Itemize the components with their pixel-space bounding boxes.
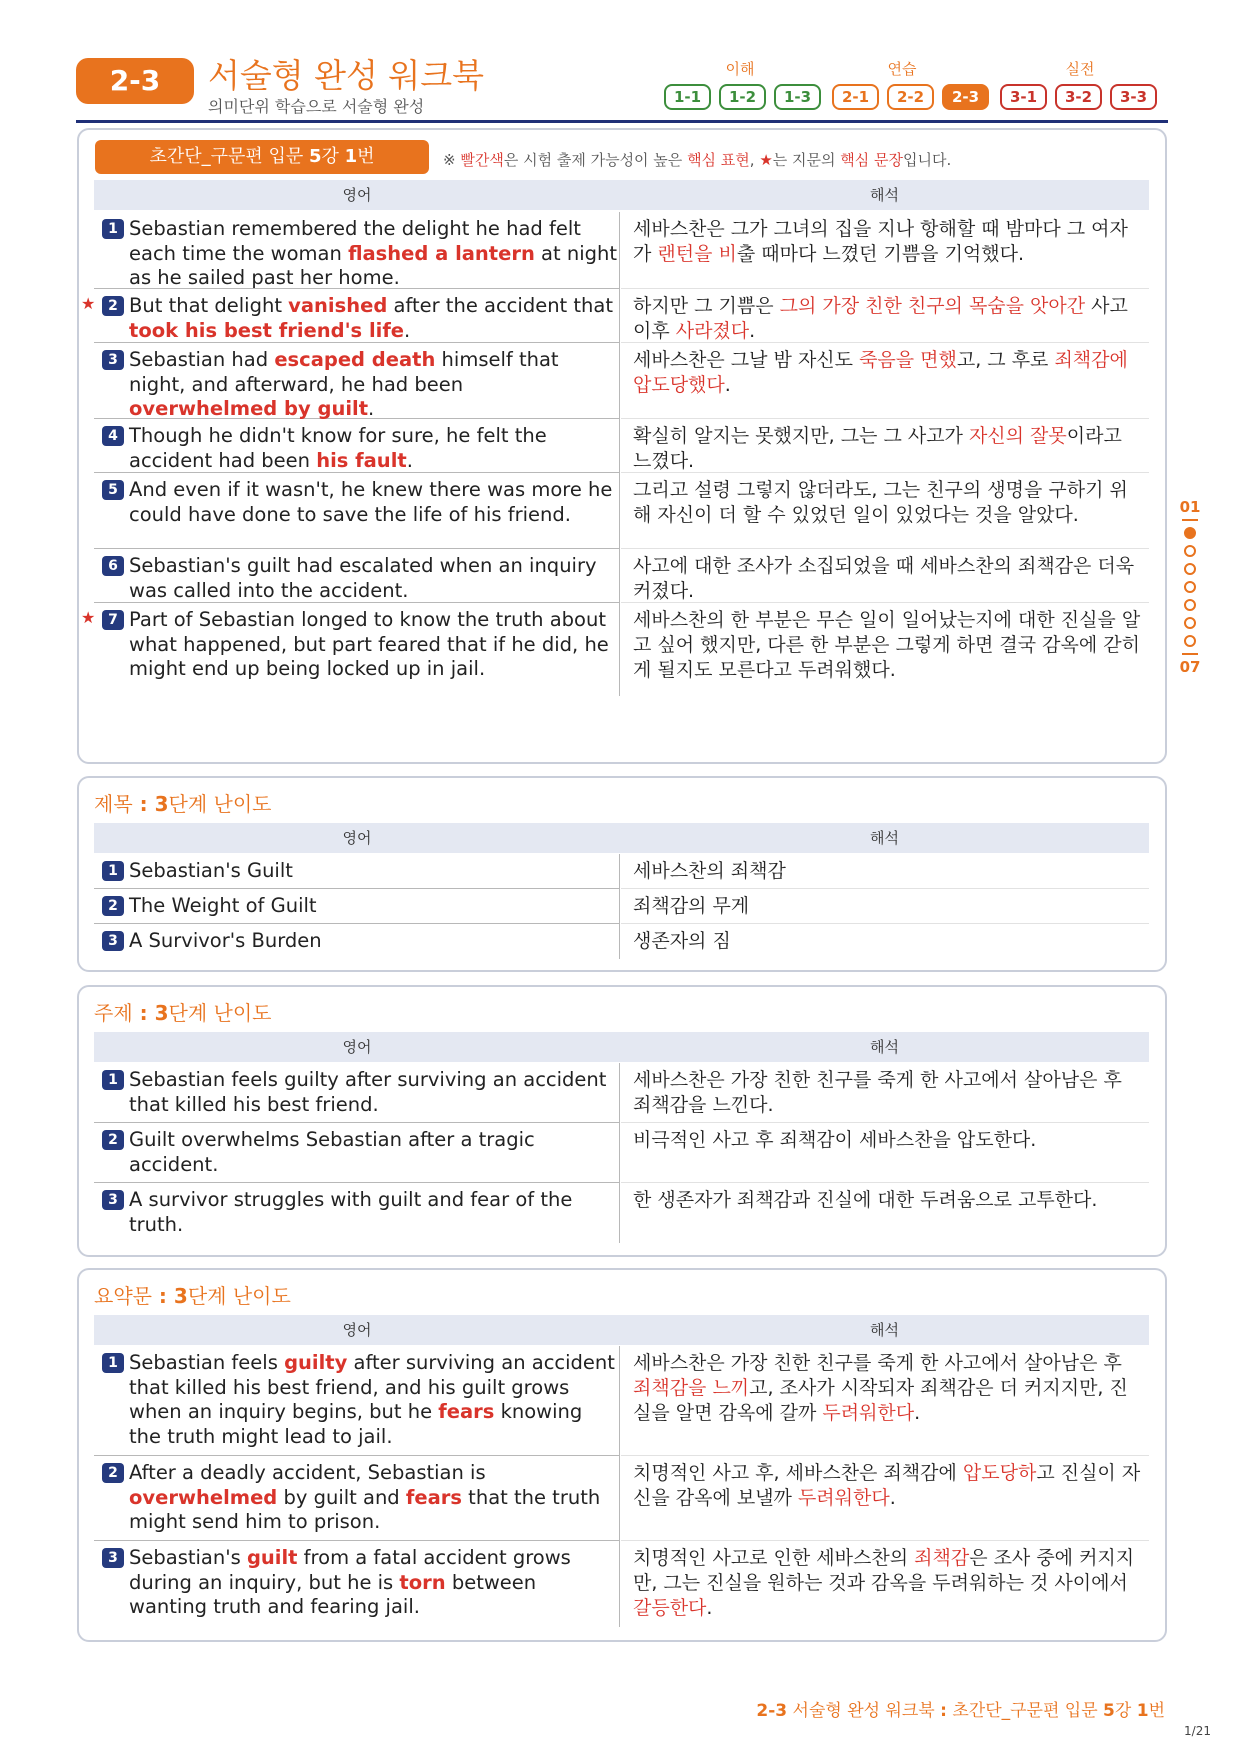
- english-cell: [94, 343, 620, 419]
- lesson-tag: 초간단_구문편 입문 5강 1번: [95, 140, 429, 174]
- text-segment: Guilt overwhelms Sebastian after a tragic accident.: [129, 1128, 535, 1176]
- text-segment: 그리고 설령 그렇지 않더라도, 그는 친구의 생명을 구하기 위해 자신이 더 할 수 있었던 일이 있었다는 것을 알았다.: [633, 479, 1128, 526]
- english-sentence: [129, 348, 617, 422]
- english-sentence: [129, 1546, 617, 1620]
- legend-note: ※ 빨간색은 시험 출제 가능성이 높은 핵심 표현, ★는 지문의 핵심 문장입니다.: [443, 151, 952, 169]
- key-sentence-star-icon: ★: [81, 608, 96, 627]
- korean-cell: [621, 1183, 1149, 1243]
- pager-line-top: [1182, 519, 1198, 521]
- key-expression: 사라졌다: [675, 320, 750, 342]
- korean-translation: [633, 1128, 1143, 1153]
- pager-dot[interactable]: [1184, 599, 1196, 611]
- text-segment: A survivor struggles with guilt and fear of the truth.: [129, 1188, 573, 1236]
- key-expression: fears: [438, 1400, 495, 1423]
- text-segment: 세바스찬은 그가 그녀의 집을 지나 항해할 때 밤마다 그 여자가: [633, 218, 1128, 265]
- row-number-badge: 7: [102, 610, 124, 630]
- key-expression: 죄책감: [914, 1547, 970, 1569]
- english-cell: [94, 549, 620, 603]
- english-sentence: [129, 929, 617, 954]
- text-segment: Though he didn't know for sure, he felt the accident had been: [129, 424, 547, 472]
- key-expression: 압도당하: [962, 1462, 1037, 1484]
- key-expression: 죄책감에 압도당했다: [633, 349, 1128, 396]
- english-cell: [94, 212, 620, 289]
- text-segment: 이라고 느꼈다.: [633, 425, 1122, 472]
- text-segment: 치명적인 사고 후, 세바스찬은 죄책감에: [633, 1462, 963, 1484]
- korean-translation: [633, 554, 1143, 604]
- korean-cell: [621, 1123, 1149, 1183]
- text-segment: But that delight: [129, 294, 289, 317]
- english-cell: [94, 924, 620, 959]
- text-segment: 출 때마다 느꼈던 기쁨을 기억했다.: [736, 243, 1025, 265]
- step-3-3[interactable]: 3-3: [1110, 84, 1157, 110]
- english-cell: [81, 603, 620, 696]
- korean-translation: [633, 478, 1143, 528]
- column-header-korean: 해석: [870, 186, 899, 204]
- row-number-badge: 2: [102, 1130, 124, 1150]
- text-segment: 세바스찬은 그날 밤 자신도: [633, 349, 860, 371]
- row-number-badge: 2: [102, 896, 124, 916]
- text-segment: Sebastian's guilt had escalated when an inquiry was called into the accident.: [129, 554, 597, 602]
- table-row: [94, 473, 1149, 549]
- row-number-badge: 3: [102, 1548, 124, 1568]
- key-expression: 죄책감을 느끼: [633, 1377, 750, 1399]
- english-cell: [94, 1541, 620, 1627]
- column-header-english: 영어: [342, 829, 372, 847]
- section-title: 요약문 : 3단계 난이도: [94, 1284, 291, 1308]
- korean-translation: [633, 1546, 1143, 1621]
- text-segment: 확실히 알지는 못했지만, 그는 그 사고가: [633, 425, 969, 447]
- step-2-2[interactable]: 2-2: [887, 84, 934, 110]
- text-segment: .: [404, 318, 411, 342]
- english-cell: [94, 1346, 620, 1456]
- english-sentence: [129, 554, 617, 603]
- korean-translation: [633, 1068, 1143, 1118]
- text-segment: from a fatal accident grows during an inquiry, but he is: [129, 1546, 571, 1594]
- row-number-badge: 5: [102, 480, 124, 500]
- key-sentence-star-icon: ★: [81, 294, 96, 313]
- table-row: [94, 1183, 1149, 1243]
- korean-translation: [633, 859, 1143, 884]
- key-expression: overwhelmed: [129, 1485, 278, 1509]
- korean-cell: [621, 1456, 1149, 1541]
- korean-translation: [633, 424, 1143, 474]
- korean-cell: [621, 1063, 1149, 1123]
- korean-cell: [621, 924, 1149, 959]
- text-segment: 세바스찬은 가장 친한 친구를 죽게 한 사고에서 살아남은 후: [633, 1352, 1122, 1374]
- step-3-1[interactable]: 3-1: [1000, 84, 1047, 110]
- key-expression: torn: [399, 1570, 446, 1594]
- row-number-badge: 2: [102, 296, 124, 316]
- korean-cell: [621, 603, 1149, 696]
- table-row: [81, 289, 1149, 343]
- step-2-3[interactable]: 2-3: [942, 84, 989, 110]
- text-segment: .: [706, 1597, 713, 1619]
- text-segment: 한 생존자가 죄책감과 진실에 대한 두려움으로 고투한다.: [633, 1189, 1098, 1211]
- text-segment: Sebastian's Guilt: [129, 859, 293, 882]
- text-segment: at night as he sailed past her home.: [129, 241, 618, 289]
- row-number-badge: 3: [102, 1190, 124, 1210]
- section-title: 제목 : 3단계 난이도: [94, 792, 272, 816]
- english-sentence: [129, 859, 617, 884]
- column-header-english: 영어: [342, 1038, 372, 1056]
- column-header-english: 영어: [342, 1321, 372, 1339]
- column-header-korean: 해석: [870, 1321, 899, 1339]
- text-segment: .: [368, 397, 375, 420]
- korean-cell: [621, 1346, 1149, 1456]
- title-section: [77, 776, 1167, 972]
- table-header: [94, 1315, 1149, 1345]
- pager-dot[interactable]: [1184, 617, 1196, 629]
- english-sentence: [129, 1128, 617, 1177]
- korean-translation: [633, 894, 1143, 919]
- key-expression: 두려워한다: [822, 1402, 915, 1424]
- english-sentence: [129, 1351, 617, 1449]
- text-segment: by guilt and: [277, 1485, 406, 1509]
- table-row: [94, 343, 1149, 419]
- table-row: [94, 1456, 1149, 1541]
- table-row: [94, 212, 1149, 289]
- pager-dot[interactable]: [1184, 545, 1196, 557]
- text-segment: .: [889, 1487, 896, 1509]
- text-segment: And even if it wasn't, he knew there was more he could have done to save the life of his friend.: [129, 478, 613, 526]
- text-segment: after the accident that: [387, 294, 613, 317]
- table-row: [94, 549, 1149, 603]
- english-sentence: [129, 1068, 617, 1117]
- text-segment: that the truth might send him to prison.: [129, 1485, 601, 1533]
- text-segment: .: [749, 320, 756, 342]
- row-number-badge: 6: [102, 556, 124, 576]
- english-cell: [94, 1183, 620, 1243]
- text-segment: 은 조사 중에 커지지만, 그는 진실을 원하는 것과 감옥을 두려워하는 것 사이에서: [633, 1547, 1135, 1594]
- korean-cell: [621, 289, 1149, 343]
- english-cell: [94, 1123, 620, 1183]
- text-segment: 고 진실이 자신을 감옥에 보낼까: [633, 1462, 1141, 1509]
- text-segment: A Survivor's Burden: [129, 929, 322, 952]
- english-cell: [81, 289, 620, 343]
- group-label-practice: 연습: [887, 60, 917, 78]
- pager-dot[interactable]: [1184, 527, 1196, 539]
- row-number-badge: 1: [102, 1353, 124, 1373]
- text-segment: After a deadly accident, Sebastian is: [129, 1461, 486, 1484]
- text-segment: 세바스찬의 죄책감: [633, 860, 786, 882]
- korean-translation: [633, 608, 1143, 683]
- text-segment: 죄책감의 무게: [633, 895, 750, 917]
- text-segment: between wanting truth and fearing jail.: [129, 1570, 537, 1618]
- text-segment: after surviving an accident that killed his best friend, and his guilt grows when an inquiry begins, but he: [129, 1351, 615, 1423]
- text-segment: 치명적인 사고로 인한 세바스찬의: [633, 1547, 915, 1569]
- korean-translation: [633, 1461, 1143, 1511]
- text-segment: 세바스찬은 가장 친한 친구를 죽게 한 사고에서 살아남은 후 죄책감을 느낀다.: [633, 1069, 1122, 1116]
- pager-start: 01: [1179, 498, 1201, 516]
- header-divider: [76, 120, 1168, 123]
- summary-section: [77, 1268, 1167, 1642]
- step-1-2[interactable]: 1-2: [719, 84, 766, 110]
- table-row: [81, 603, 1149, 696]
- table-row: [94, 1346, 1149, 1456]
- table-row: [94, 419, 1149, 473]
- english-sentence: [129, 478, 617, 527]
- group-label-real: 실전: [1065, 60, 1095, 78]
- group-label-understand: 이해: [725, 60, 755, 78]
- korean-translation: [633, 1188, 1143, 1213]
- pager-end: 07: [1179, 658, 1201, 676]
- step-3-2[interactable]: 3-2: [1055, 84, 1102, 110]
- text-segment: .: [406, 448, 413, 472]
- text-segment: Sebastian had: [129, 348, 275, 371]
- step-2-1[interactable]: 2-1: [832, 84, 879, 110]
- english-sentence: [129, 608, 617, 682]
- text-segment: 생존자의 짐: [633, 930, 731, 952]
- text-segment: 사고에 대한 조사가 소집되었을 때 세바스찬의 죄책감은 더욱 커졌다.: [633, 555, 1135, 602]
- korean-translation: [633, 348, 1143, 398]
- key-expression: overwhelmed by guilt: [129, 397, 369, 420]
- text-segment: Sebastian's: [129, 1546, 247, 1569]
- row-number-badge: 1: [102, 1070, 124, 1090]
- column-header-korean: 해석: [870, 829, 899, 847]
- english-sentence: [129, 294, 617, 343]
- step-1-3[interactable]: 1-3: [774, 84, 821, 110]
- key-expression: his fault: [316, 448, 407, 472]
- korean-translation: [633, 1351, 1143, 1426]
- pager-dot[interactable]: [1184, 635, 1196, 647]
- page-subtitle: 의미단위 학습으로 서술형 완성: [208, 97, 425, 116]
- text-segment: Part of Sebastian longed to know the truth about what happened, but part feared that if he did, he might end up being locked up in jail.: [129, 608, 609, 680]
- english-cell: [94, 1456, 620, 1541]
- text-segment: 비극적인 사고 후 죄책감이 세바스찬을 압도한다.: [633, 1129, 1037, 1151]
- korean-cell: [621, 889, 1149, 924]
- korean-cell: [621, 854, 1149, 889]
- text-segment: 고, 그 후로: [956, 349, 1055, 371]
- english-sentence: [129, 424, 617, 473]
- key-expression: took his best friend's life: [129, 318, 405, 342]
- row-number-badge: 1: [102, 219, 124, 239]
- text-segment: .: [914, 1402, 921, 1424]
- pager-dot[interactable]: [1184, 581, 1196, 593]
- text-segment: 고, 조사가 시작되자 죄책감은 더 커지지만, 진실을 알면 감옥에 갈까: [633, 1377, 1128, 1424]
- step-1-1[interactable]: 1-1: [664, 84, 711, 110]
- table-row: [94, 889, 1149, 924]
- key-expression: flashed a lantern: [348, 241, 535, 265]
- english-cell: [94, 889, 620, 924]
- text-segment: knowing the truth might lead to jail.: [129, 1400, 583, 1448]
- key-expression: 두려워한다: [797, 1487, 890, 1509]
- english-sentence: [129, 894, 617, 919]
- key-expression: vanished: [288, 294, 388, 317]
- korean-cell: [621, 549, 1149, 603]
- page-number: 1/21: [1184, 1724, 1211, 1738]
- table-row: [94, 924, 1149, 959]
- text-segment: The Weight of Guilt: [129, 894, 317, 917]
- footer: 2-3 서술형 완성 워크북 : 초간단_구문편 입문 5강 1번: [756, 1701, 1165, 1721]
- text-segment: 세바스찬의 한 부분은 무슨 일이 일어났는지에 대한 진실을 알고 싶어 했지만, 다른 한 부분은 그렇게 하면 결국 감옥에 갇히게 될지도 모른다고 두려워했다.: [633, 609, 1141, 681]
- key-expression: fears: [405, 1485, 462, 1509]
- text-segment: 사고 이후: [633, 295, 1128, 342]
- korean-cell: [621, 1541, 1149, 1627]
- table-row: [94, 1063, 1149, 1123]
- passage-section: [77, 128, 1167, 764]
- key-expression: guilt: [246, 1546, 298, 1569]
- korean-cell: [621, 212, 1149, 289]
- english-cell: [94, 1063, 620, 1123]
- section-title: 주제 : 3단계 난이도: [94, 1001, 272, 1025]
- text-segment: 하지만 그 기쁨은: [633, 295, 780, 317]
- key-expression: 자신의 잘못: [968, 425, 1067, 447]
- workbook-code-badge: 2-3: [76, 58, 194, 104]
- key-expression: 그의 가장 친한 친구의 목숨을 앗아간: [779, 295, 1086, 317]
- column-header-english: 영어: [342, 186, 372, 204]
- table-header: [94, 1032, 1149, 1062]
- table-row: [94, 854, 1149, 889]
- row-number-badge: 4: [102, 426, 124, 446]
- key-expression: 갈등한다: [633, 1597, 707, 1619]
- table-header: [94, 823, 1149, 853]
- passage-pager: [1177, 498, 1203, 676]
- text-segment: himself that night, and afterward, he had been: [129, 348, 559, 396]
- text-segment: .: [724, 374, 731, 396]
- pager-dot[interactable]: [1184, 563, 1196, 575]
- column-header-korean: 해석: [870, 1038, 899, 1056]
- row-number-badge: 2: [102, 1463, 124, 1483]
- english-sentence: [129, 1188, 617, 1237]
- key-expression: 죽음을 면했: [859, 349, 957, 371]
- page-title: 서술형 완성 워크북: [208, 56, 485, 95]
- row-number-badge: 3: [102, 931, 124, 951]
- table-header: [94, 180, 1149, 210]
- english-sentence: [129, 217, 617, 291]
- korean-translation: [633, 294, 1143, 344]
- key-expression: escaped death: [274, 348, 436, 371]
- row-number-badge: 1: [102, 861, 124, 881]
- english-cell: [94, 473, 620, 549]
- english-cell: [94, 854, 620, 889]
- theme-section: [77, 985, 1167, 1257]
- text-segment: Sebastian remembered the delight he had felt each time the woman: [129, 217, 581, 265]
- key-expression: guilty: [284, 1351, 348, 1374]
- english-sentence: [129, 1461, 617, 1535]
- table-row: [94, 1541, 1149, 1627]
- korean-cell: [621, 343, 1149, 419]
- pager-line-bottom: [1182, 653, 1198, 655]
- key-expression: 랜턴을 비: [657, 243, 737, 265]
- english-cell: [94, 419, 620, 473]
- korean-translation: [633, 929, 1143, 954]
- korean-cell: [621, 419, 1149, 473]
- korean-cell: [621, 473, 1149, 549]
- korean-translation: [633, 217, 1143, 267]
- text-segment: Sebastian feels guilty after surviving an accident that killed his best friend.: [129, 1068, 607, 1116]
- table-row: [94, 1123, 1149, 1183]
- row-number-badge: 3: [102, 350, 124, 370]
- text-segment: Sebastian feels: [129, 1351, 285, 1374]
